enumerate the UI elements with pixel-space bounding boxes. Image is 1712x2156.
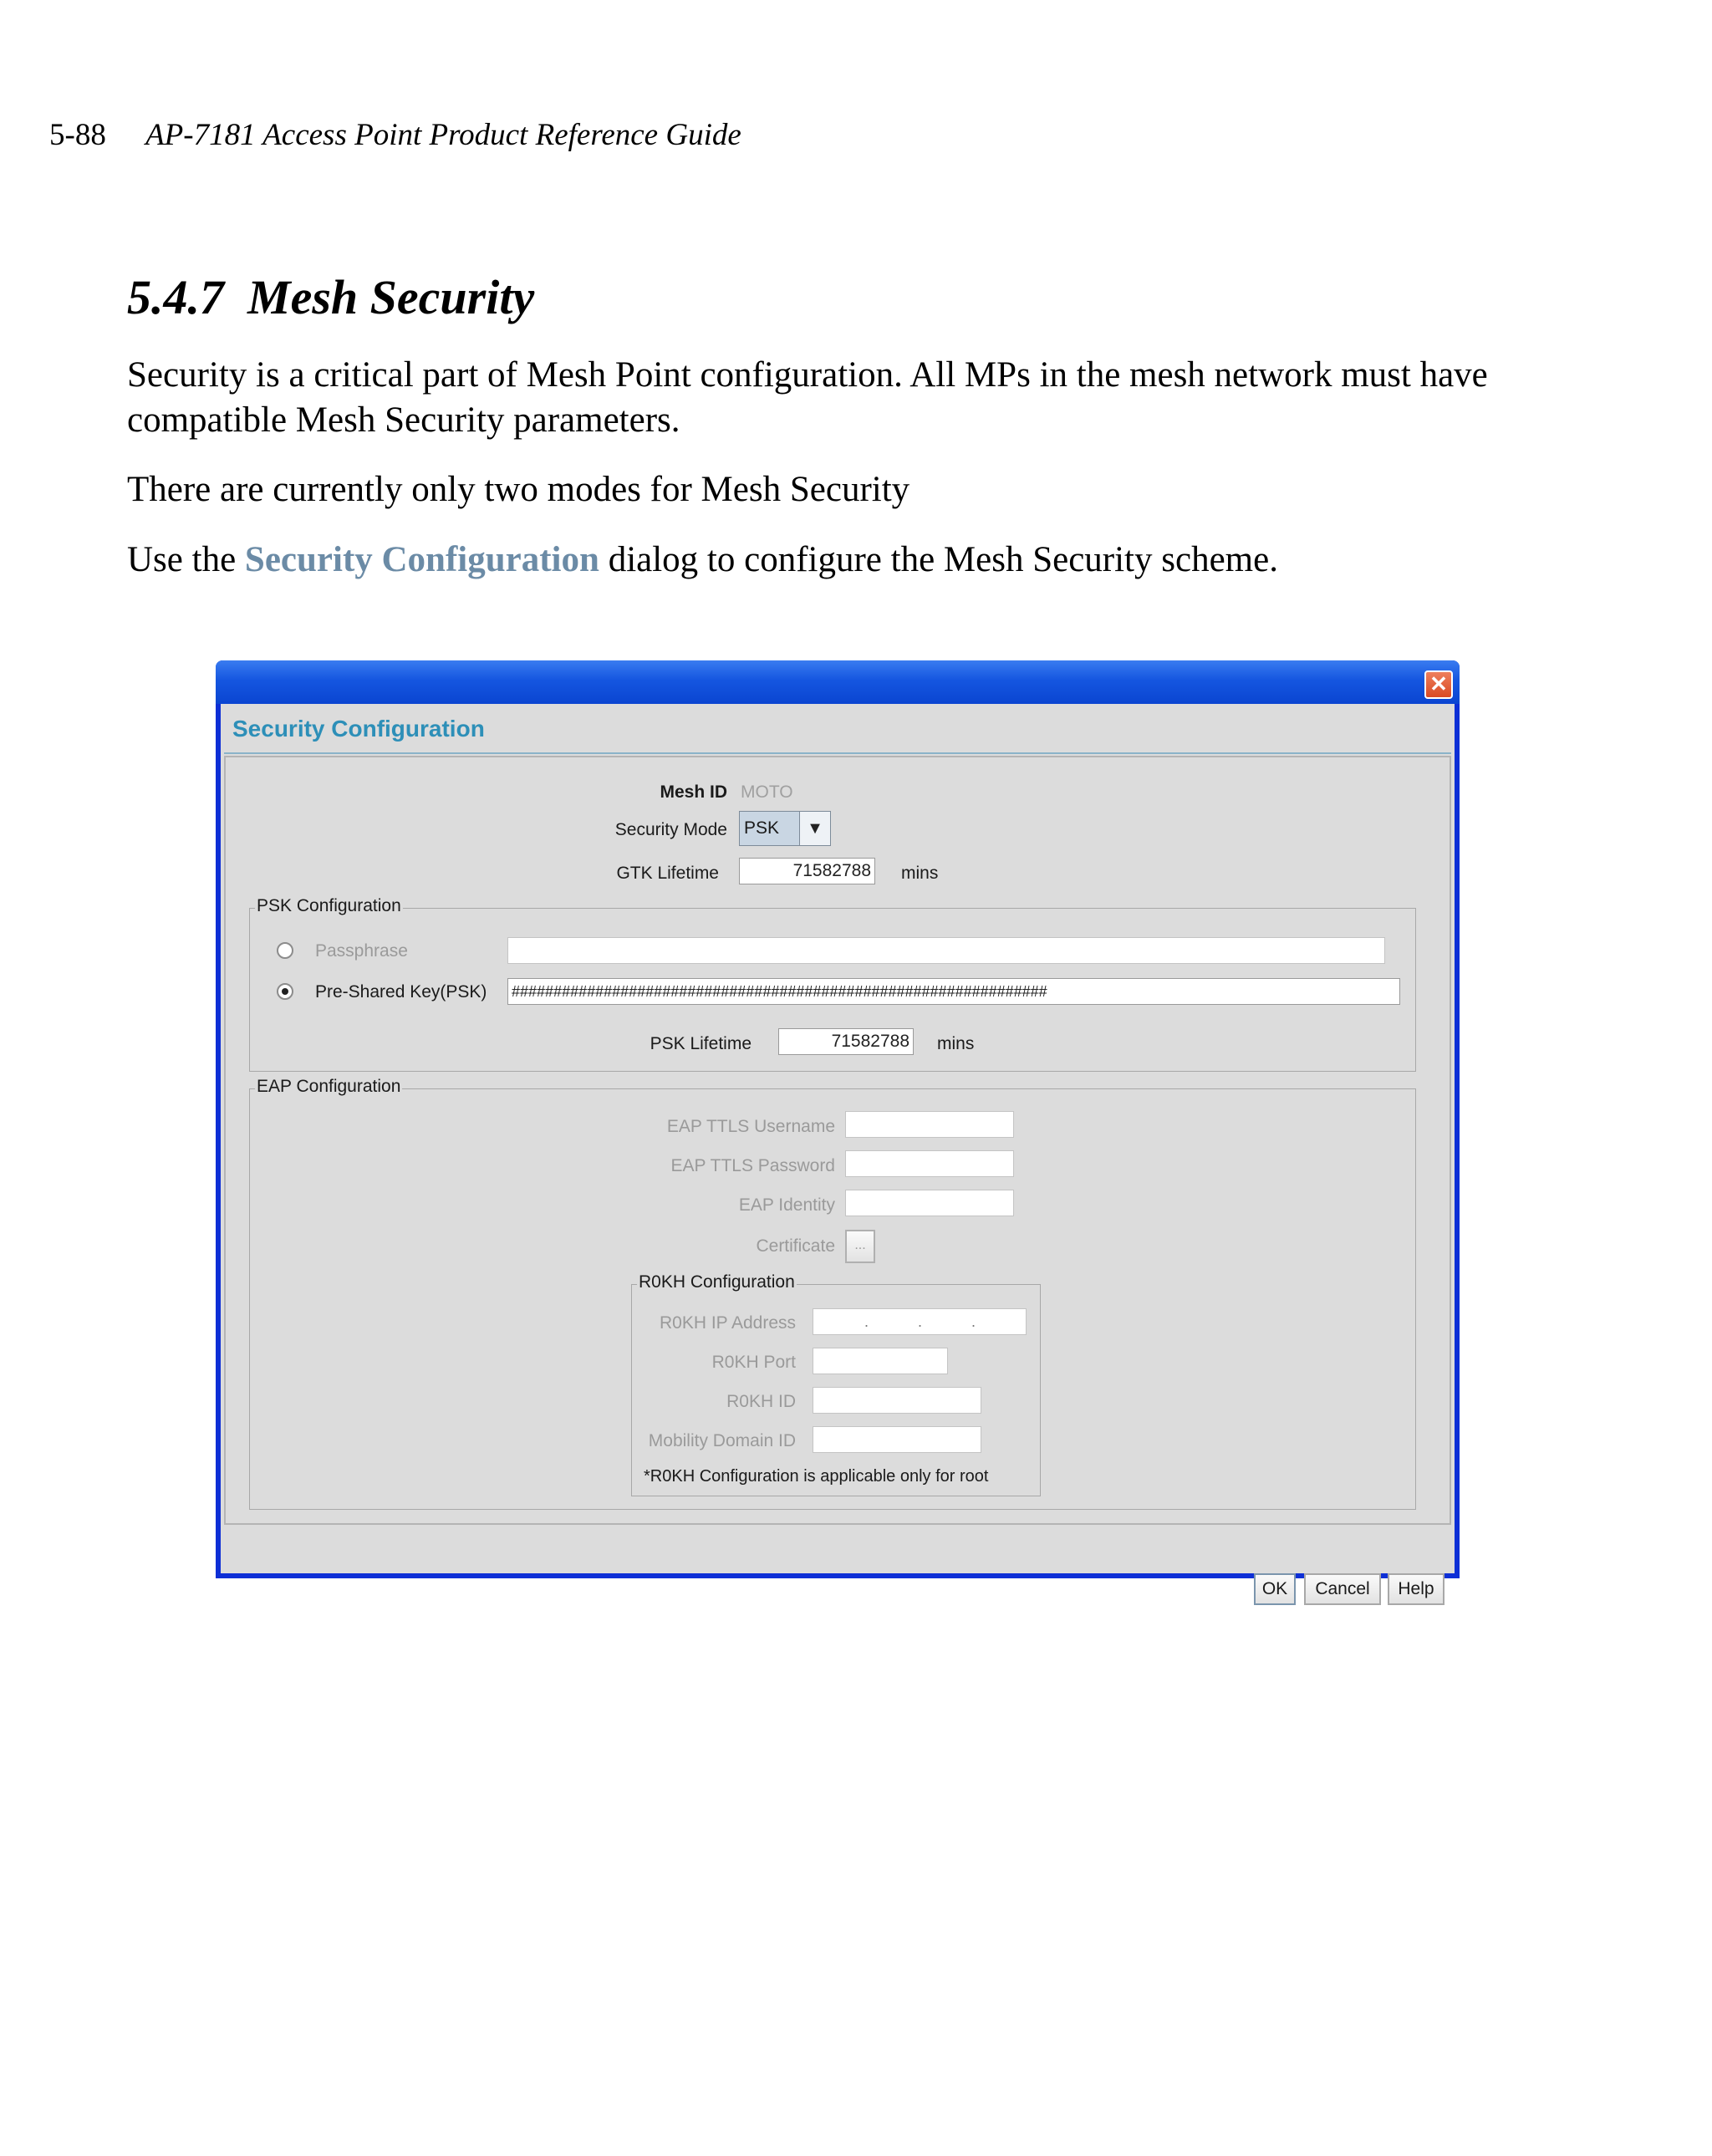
ip-dot-3: .	[971, 1313, 976, 1330]
dialog-heading: Security Configuration	[232, 716, 485, 742]
page-header	[49, 117, 741, 153]
psk-lifetime-field[interactable]: 71582788	[778, 1028, 914, 1055]
security-mode-select[interactable]	[739, 811, 831, 846]
chevron-down-icon[interactable]: ▼	[799, 812, 830, 845]
eap-ttls-username-field[interactable]	[845, 1111, 1014, 1138]
psk-unit-label: mins	[937, 1034, 975, 1053]
section-heading	[127, 269, 534, 325]
gtk-lifetime-field[interactable]: 71582788	[739, 858, 875, 884]
paragraph-modes: There are currently only two modes for Mesh Security	[127, 470, 910, 509]
security-mode-value: PSK	[744, 818, 780, 838]
passphrase-radio[interactable]	[277, 942, 293, 959]
r0kh-note: *R0KH Configuration is applicable only for root	[644, 1467, 989, 1486]
gtk-unit-label: mins	[901, 864, 939, 883]
ip-dot-1: .	[864, 1313, 869, 1330]
mobility-domain-id-field[interactable]	[813, 1426, 981, 1453]
eap-group-title: EAP Configuration	[257, 1077, 401, 1096]
psk-label: Pre-Shared Key(PSK)	[315, 982, 487, 1002]
ip-dot-2: .	[918, 1313, 923, 1330]
mesh-id-label: Mesh ID	[660, 782, 727, 802]
passphrase-label: Passphrase	[315, 941, 408, 961]
paragraph-usage	[127, 538, 1573, 583]
eap-identity-label: EAP Identity	[738, 1195, 835, 1215]
r0kh-id-label: R0KH ID	[726, 1392, 796, 1411]
section-title: Mesh Security	[247, 270, 535, 324]
help-button[interactable]: Help	[1388, 1573, 1444, 1605]
r0kh-group-title: R0KH Configuration	[639, 1272, 795, 1292]
guide-title: AP-7181 Access Point Product Reference Guide	[145, 118, 741, 152]
close-icon[interactable]: ✕	[1424, 670, 1453, 699]
security-mode-label: Security Mode	[614, 820, 727, 839]
certificate-browse-button[interactable]: ...	[845, 1230, 875, 1263]
security-configuration-link[interactable]: Security Configuration	[244, 540, 599, 579]
psk-lifetime-label: PSK Lifetime	[650, 1034, 752, 1053]
certificate-label: Certificate	[756, 1236, 835, 1256]
eap-identity-field[interactable]	[845, 1190, 1014, 1216]
psk-radio[interactable]	[277, 983, 293, 1000]
dialog-title-bar[interactable]	[216, 660, 1460, 704]
mobility-domain-id-label: Mobility Domain ID	[648, 1431, 796, 1450]
r0kh-port-field[interactable]	[813, 1348, 948, 1374]
usage-text-after: dialog to configure the Mesh Security scheme.	[599, 540, 1278, 579]
usage-text-before: Use the	[127, 540, 245, 579]
page-number: 5-88	[49, 118, 106, 152]
paragraph-intro: Security is a critical part of Mesh Point configuration. All MPs in the mesh network must have compatible Mesh Security parameters.	[127, 355, 1488, 440]
psk-group-title: PSK Configuration	[257, 896, 401, 915]
heading-divider	[224, 752, 1451, 754]
eap-ttls-username-label: EAP TTLS Username	[666, 1117, 835, 1136]
cancel-button[interactable]: Cancel	[1304, 1573, 1381, 1605]
r0kh-configuration-group	[631, 1272, 1041, 1496]
mesh-id-value: MOTO	[741, 782, 793, 802]
passphrase-field[interactable]	[507, 937, 1385, 964]
ok-button[interactable]: OK	[1254, 1573, 1296, 1605]
section-number: 5.4.7	[127, 270, 224, 324]
settings-panel	[224, 756, 1451, 1525]
gtk-lifetime-label: GTK Lifetime	[616, 864, 719, 883]
eap-ttls-password-field[interactable]	[845, 1150, 1014, 1177]
psk-field[interactable]: ################################################################	[507, 978, 1400, 1005]
r0kh-id-field[interactable]	[813, 1387, 981, 1414]
r0kh-port-label: R0KH Port	[711, 1353, 796, 1372]
psk-configuration-group	[249, 896, 1416, 1072]
dialog-body	[221, 704, 1455, 1598]
security-configuration-dialog	[216, 660, 1460, 1598]
r0kh-ip-label: R0KH IP Address	[659, 1313, 796, 1333]
eap-ttls-password-label: EAP TTLS Password	[670, 1156, 835, 1175]
eap-configuration-group	[249, 1077, 1416, 1510]
